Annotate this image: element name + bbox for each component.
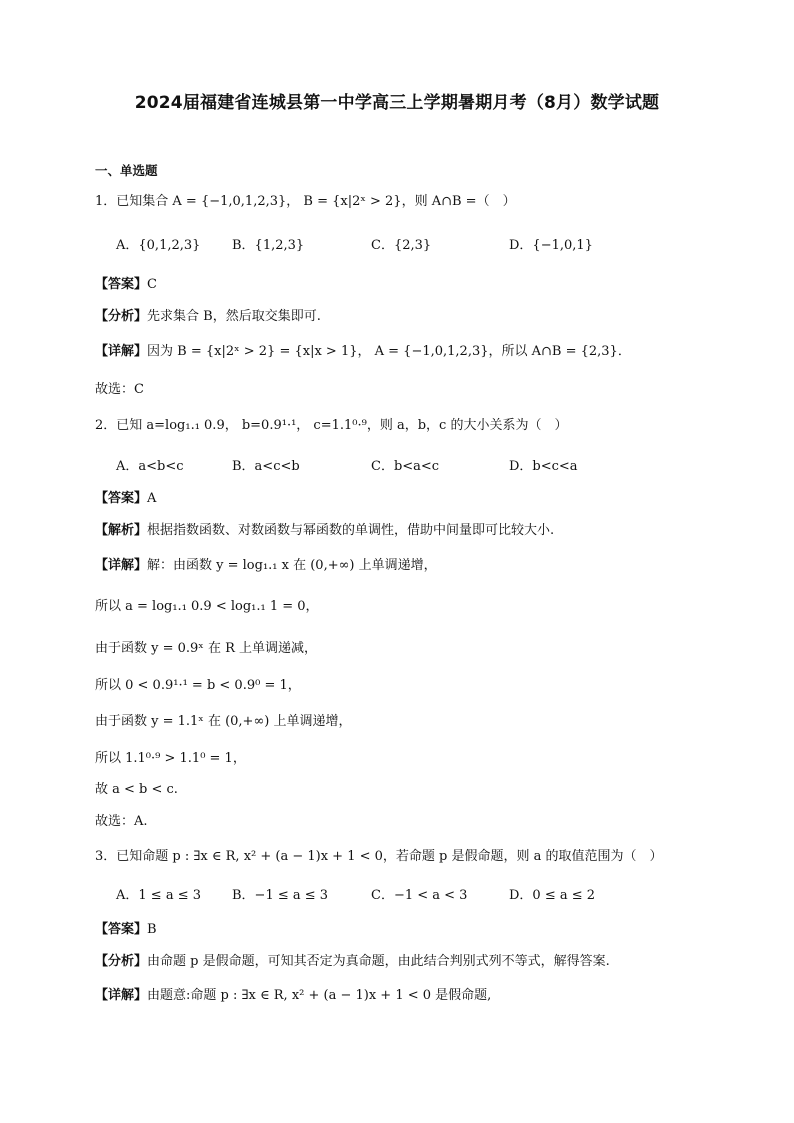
q2-detail-line: 所以 a = log₁.₁ 0.9 < log₁.₁ 1 = 0， bbox=[95, 599, 319, 614]
detail-text: 因为 B = {x|2ˣ > 2} = {x|x > 1}， A = {−1,0,1,2,3}，所以 A∩B = {2,3}． bbox=[147, 344, 631, 359]
question-1-stem: 1．已知集合 A = {−1,0,1,2,3}， B = {x|2ˣ > 2}，则 A∩B =（ ） bbox=[95, 194, 516, 209]
q3-option-d: D．0 ≤ a ≤ 2 bbox=[509, 888, 596, 903]
q1-choice: 故选：C bbox=[95, 382, 144, 397]
analysis-tag: 【解析】 bbox=[95, 523, 148, 538]
detail-tag: 【详解】 bbox=[95, 988, 148, 1003]
q2-detail bbox=[95, 557, 437, 575]
detail-text: 由题意:命题 p : ∃x ∈ R, x² + (a − 1)x + 1 < 0 是假命题, bbox=[147, 988, 492, 1003]
section-heading: 一、单选题 bbox=[95, 163, 158, 178]
q1-option-b: B．{1,2,3} bbox=[232, 238, 305, 253]
answer-value: B bbox=[147, 922, 157, 937]
answer-tag: 【答案】 bbox=[95, 277, 148, 292]
answer-value: C bbox=[147, 277, 157, 292]
q2-analysis bbox=[95, 522, 554, 540]
q3-option-b: B．−1 ≤ a ≤ 3 bbox=[232, 888, 329, 903]
q2-option-a: A．a<b<c bbox=[116, 459, 184, 474]
q2-option-d: D．b<c<a bbox=[509, 459, 578, 474]
q3-detail bbox=[95, 987, 491, 1005]
q1-answer bbox=[95, 276, 157, 294]
q3-answer bbox=[95, 921, 157, 939]
detail-text: 解：由函数 y = log₁.₁ x 在 (0,+∞) 上单调递增， bbox=[147, 558, 437, 573]
q2-option-b: B．a<c<b bbox=[232, 459, 300, 474]
q1-option-d: D．{−1,0,1} bbox=[509, 238, 593, 253]
q2-answer bbox=[95, 490, 156, 508]
answer-tag: 【答案】 bbox=[95, 491, 148, 506]
q2-option-c: C．b<a<c bbox=[371, 459, 440, 474]
q3-analysis bbox=[95, 953, 610, 971]
q1-analysis bbox=[95, 308, 321, 326]
analysis-text: 根据指数函数、对数函数与幂函数的单调性，借助中间量即可比较大小. bbox=[147, 523, 555, 538]
q3-option-c: C．−1 < a < 3 bbox=[371, 888, 468, 903]
detail-tag: 【详解】 bbox=[95, 344, 148, 359]
q2-detail-line: 故 a < b < c. bbox=[95, 782, 178, 797]
question-2-stem: 2．已知 a=log₁.₁ 0.9， b=0.9¹·¹， c=1.1⁰·⁹，则 a，b，c 的大小关系为（ ） bbox=[95, 418, 568, 433]
detail-tag: 【详解】 bbox=[95, 558, 148, 573]
analysis-tag: 【分析】 bbox=[95, 309, 148, 324]
document-title: 2024届福建省连城县第一中学高三上学期暑期月考（8月）数学试题 bbox=[134, 93, 660, 113]
q1-detail bbox=[95, 343, 631, 361]
q2-choice: 故选：A. bbox=[95, 814, 148, 829]
q1-option-c: C．{2,3} bbox=[371, 238, 432, 253]
analysis-text: 先求集合 B，然后取交集即可. bbox=[147, 309, 321, 324]
analysis-tag: 【分析】 bbox=[95, 954, 148, 969]
answer-value: A bbox=[147, 491, 157, 506]
q2-detail-line: 由于函数 y = 1.1ˣ 在 (0,+∞) 上单调递增， bbox=[95, 714, 352, 729]
q2-detail-line: 所以 0 < 0.9¹·¹ = b < 0.9⁰ = 1， bbox=[95, 678, 301, 693]
q2-detail-line: 由于函数 y = 0.9ˣ 在 R 上单调递减， bbox=[95, 641, 318, 656]
q2-detail-line: 所以 1.1⁰·⁹ > 1.1⁰ = 1， bbox=[95, 751, 246, 766]
answer-tag: 【答案】 bbox=[95, 922, 148, 937]
question-3-stem: 3．已知命题 p : ∃x ∈ R, x² + (a − 1)x + 1 < 0，若命题 p 是假命题，则 a 的取值范围为（ ） bbox=[95, 849, 663, 864]
q3-option-a: A．1 ≤ a ≤ 3 bbox=[116, 888, 201, 903]
q1-option-a: A．{0,1,2,3} bbox=[116, 238, 201, 253]
analysis-text: 由命题 p 是假命题，可知其否定为真命题，由此结合判别式列不等式，解得答案. bbox=[147, 954, 610, 969]
